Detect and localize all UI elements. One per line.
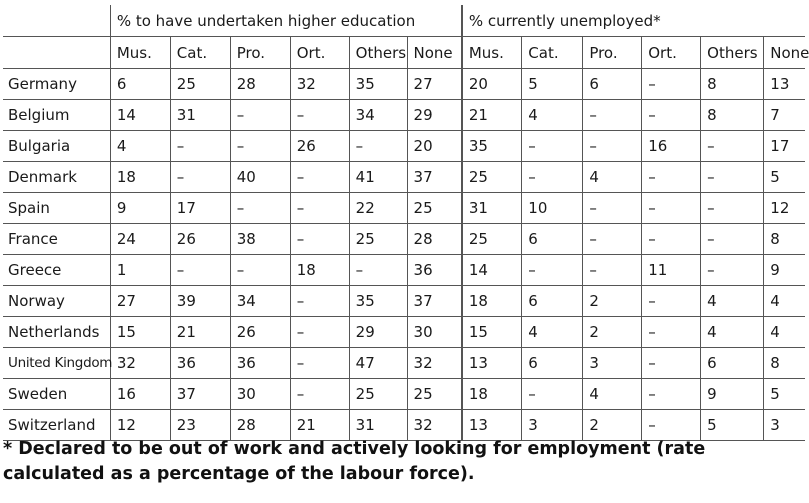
value-cell: 21 [290,410,349,441]
country-name: Switzerland [3,410,110,441]
value-cell: 18 [110,162,170,193]
value-cell: – [642,224,701,255]
value-cell: – [290,317,349,348]
value-cell: 6 [522,348,583,379]
value-cell: – [583,255,642,286]
value-cell: – [701,131,764,162]
value-cell: – [290,193,349,224]
value-cell: 1 [110,255,170,286]
country-name: Greece [3,255,110,286]
higher-education-header: % to have undertaken higher education [110,5,461,37]
value-cell: 9 [110,193,170,224]
value-cell: 6 [110,69,170,100]
value-cell: 27 [407,69,462,100]
value-cell: – [642,317,701,348]
column-header: Mus. [462,37,522,69]
value-cell: 11 [642,255,701,286]
value-cell: 8 [701,69,764,100]
value-cell: 30 [407,317,462,348]
value-cell: 18 [462,379,522,410]
value-cell: 14 [462,255,522,286]
country-name: Spain [3,193,110,224]
value-cell: 5 [764,379,805,410]
value-cell: 4 [701,317,764,348]
value-cell: – [583,224,642,255]
value-cell: – [701,162,764,193]
value-cell: 5 [522,69,583,100]
country-name: Sweden [3,379,110,410]
table-row [3,131,805,162]
unemployed-header: % currently unemployed* [462,5,805,37]
value-cell: – [642,100,701,131]
value-cell: 31 [462,193,522,224]
value-cell: – [642,379,701,410]
country-name: Germany [3,69,110,100]
table-row [3,162,805,193]
value-cell: – [583,131,642,162]
value-cell: 32 [110,348,170,379]
country-name: France [3,224,110,255]
value-cell: 13 [764,69,805,100]
column-header: Pro. [230,37,290,69]
value-cell: 25 [349,379,407,410]
value-cell: 12 [110,410,170,441]
value-cell: – [290,224,349,255]
value-cell: 27 [110,286,170,317]
value-cell: 29 [407,100,462,131]
value-cell: 28 [407,224,462,255]
country-name: Norway [3,286,110,317]
corner-cell [3,37,110,69]
value-cell: 47 [349,348,407,379]
value-cell: 4 [583,379,642,410]
value-cell: 37 [170,379,230,410]
value-cell: 32 [290,69,349,100]
value-cell: 28 [230,69,290,100]
value-cell: – [522,255,583,286]
value-cell: – [290,100,349,131]
column-header-row [3,37,805,69]
value-cell: 14 [110,100,170,131]
table-row [3,255,805,286]
value-cell: – [290,379,349,410]
column-header: Others [349,37,407,69]
value-cell: 36 [170,348,230,379]
data-table [3,5,809,441]
value-cell: 3 [764,410,805,441]
value-cell: 25 [407,193,462,224]
country-name: United Kingdom [3,348,110,379]
country-name: Netherlands [3,317,110,348]
value-cell: 2 [583,317,642,348]
value-cell: – [642,410,701,441]
table-row [3,224,805,255]
value-cell: – [583,193,642,224]
value-cell: 13 [462,348,522,379]
column-header: Ort. [290,37,349,69]
column-header: Pro. [583,37,642,69]
value-cell: – [170,162,230,193]
value-cell: 15 [462,317,522,348]
value-cell: 25 [407,379,462,410]
value-cell: 16 [642,131,701,162]
value-cell: – [290,286,349,317]
value-cell: 26 [230,317,290,348]
value-cell: 32 [407,348,462,379]
value-cell: 36 [230,348,290,379]
value-cell: 36 [407,255,462,286]
value-cell: 32 [407,410,462,441]
value-cell: 4 [701,286,764,317]
value-cell: 35 [462,131,522,162]
value-cell: – [642,348,701,379]
country-name: Bulgaria [3,131,110,162]
value-cell: – [701,224,764,255]
value-cell: 25 [349,224,407,255]
value-cell: 28 [230,410,290,441]
value-cell: – [642,193,701,224]
value-cell: 38 [230,224,290,255]
value-cell: 4 [522,317,583,348]
value-cell: – [522,379,583,410]
value-cell: 21 [462,100,522,131]
value-cell: 12 [764,193,805,224]
value-cell: – [230,100,290,131]
value-cell: 21 [170,317,230,348]
table-row [3,69,805,100]
value-cell: 25 [462,162,522,193]
value-cell: 29 [349,317,407,348]
column-header: Others [701,37,764,69]
column-header: None [764,37,805,69]
value-cell: 34 [349,100,407,131]
value-cell: 6 [701,348,764,379]
value-cell: 22 [349,193,407,224]
value-cell: 20 [462,69,522,100]
value-cell: 7 [764,100,805,131]
value-cell: – [349,131,407,162]
country-name: Belgium [3,100,110,131]
value-cell: 4 [764,317,805,348]
value-cell: 4 [522,100,583,131]
value-cell: 9 [701,379,764,410]
value-cell: 6 [583,69,642,100]
value-cell: 6 [522,286,583,317]
column-header: Mus. [110,37,170,69]
value-cell: 31 [349,410,407,441]
column-header: None [407,37,462,69]
table-row [3,100,805,131]
value-cell: 17 [170,193,230,224]
column-header: Cat. [170,37,230,69]
table-row [3,317,805,348]
value-cell: 24 [110,224,170,255]
table-body [3,69,805,441]
value-cell: 4 [110,131,170,162]
value-cell: – [170,255,230,286]
footnote: * Declared to be out of work and actively looking for employment (rate calculated as a percentage of the labour force). [3,439,706,484]
value-cell: 10 [522,193,583,224]
value-cell: 40 [230,162,290,193]
value-cell: – [522,162,583,193]
value-cell: 16 [110,379,170,410]
value-cell: 4 [764,286,805,317]
table-row [3,379,805,410]
value-cell: 8 [764,224,805,255]
value-cell: – [701,193,764,224]
value-cell: 35 [349,69,407,100]
value-cell: – [642,69,701,100]
value-cell: 18 [290,255,349,286]
value-cell: 23 [170,410,230,441]
value-cell: 31 [170,100,230,131]
value-cell: 8 [764,348,805,379]
column-header: Ort. [642,37,701,69]
value-cell: 4 [583,162,642,193]
value-cell: 5 [764,162,805,193]
value-cell: 35 [349,286,407,317]
value-cell: 37 [407,286,462,317]
country-name: Denmark [3,162,110,193]
value-cell: 17 [764,131,805,162]
value-cell: 13 [462,410,522,441]
value-cell: – [230,193,290,224]
value-cell: – [230,255,290,286]
value-cell: 37 [407,162,462,193]
value-cell: – [583,100,642,131]
table-row [3,286,805,317]
value-cell: 18 [462,286,522,317]
value-cell: – [170,131,230,162]
value-cell: 41 [349,162,407,193]
value-cell: – [522,131,583,162]
table-row [3,193,805,224]
value-cell: 26 [170,224,230,255]
table-row [3,410,805,441]
value-cell: – [642,286,701,317]
value-cell: 3 [583,348,642,379]
value-cell: 25 [170,69,230,100]
value-cell: 2 [583,410,642,441]
value-cell: 8 [701,100,764,131]
value-cell: – [290,348,349,379]
value-cell: 25 [462,224,522,255]
group-header-row [3,5,805,37]
value-cell: 9 [764,255,805,286]
value-cell: – [701,255,764,286]
value-cell: – [642,162,701,193]
value-cell: 39 [170,286,230,317]
table-row [3,348,805,379]
value-cell: 34 [230,286,290,317]
column-header: Cat. [522,37,583,69]
value-cell: – [349,255,407,286]
value-cell: 2 [583,286,642,317]
value-cell: 6 [522,224,583,255]
corner-cell [3,5,110,37]
value-cell: 26 [290,131,349,162]
value-cell: 15 [110,317,170,348]
value-cell: 20 [407,131,462,162]
value-cell: – [230,131,290,162]
value-cell: 3 [522,410,583,441]
value-cell: 5 [701,410,764,441]
value-cell: – [290,162,349,193]
value-cell: 30 [230,379,290,410]
